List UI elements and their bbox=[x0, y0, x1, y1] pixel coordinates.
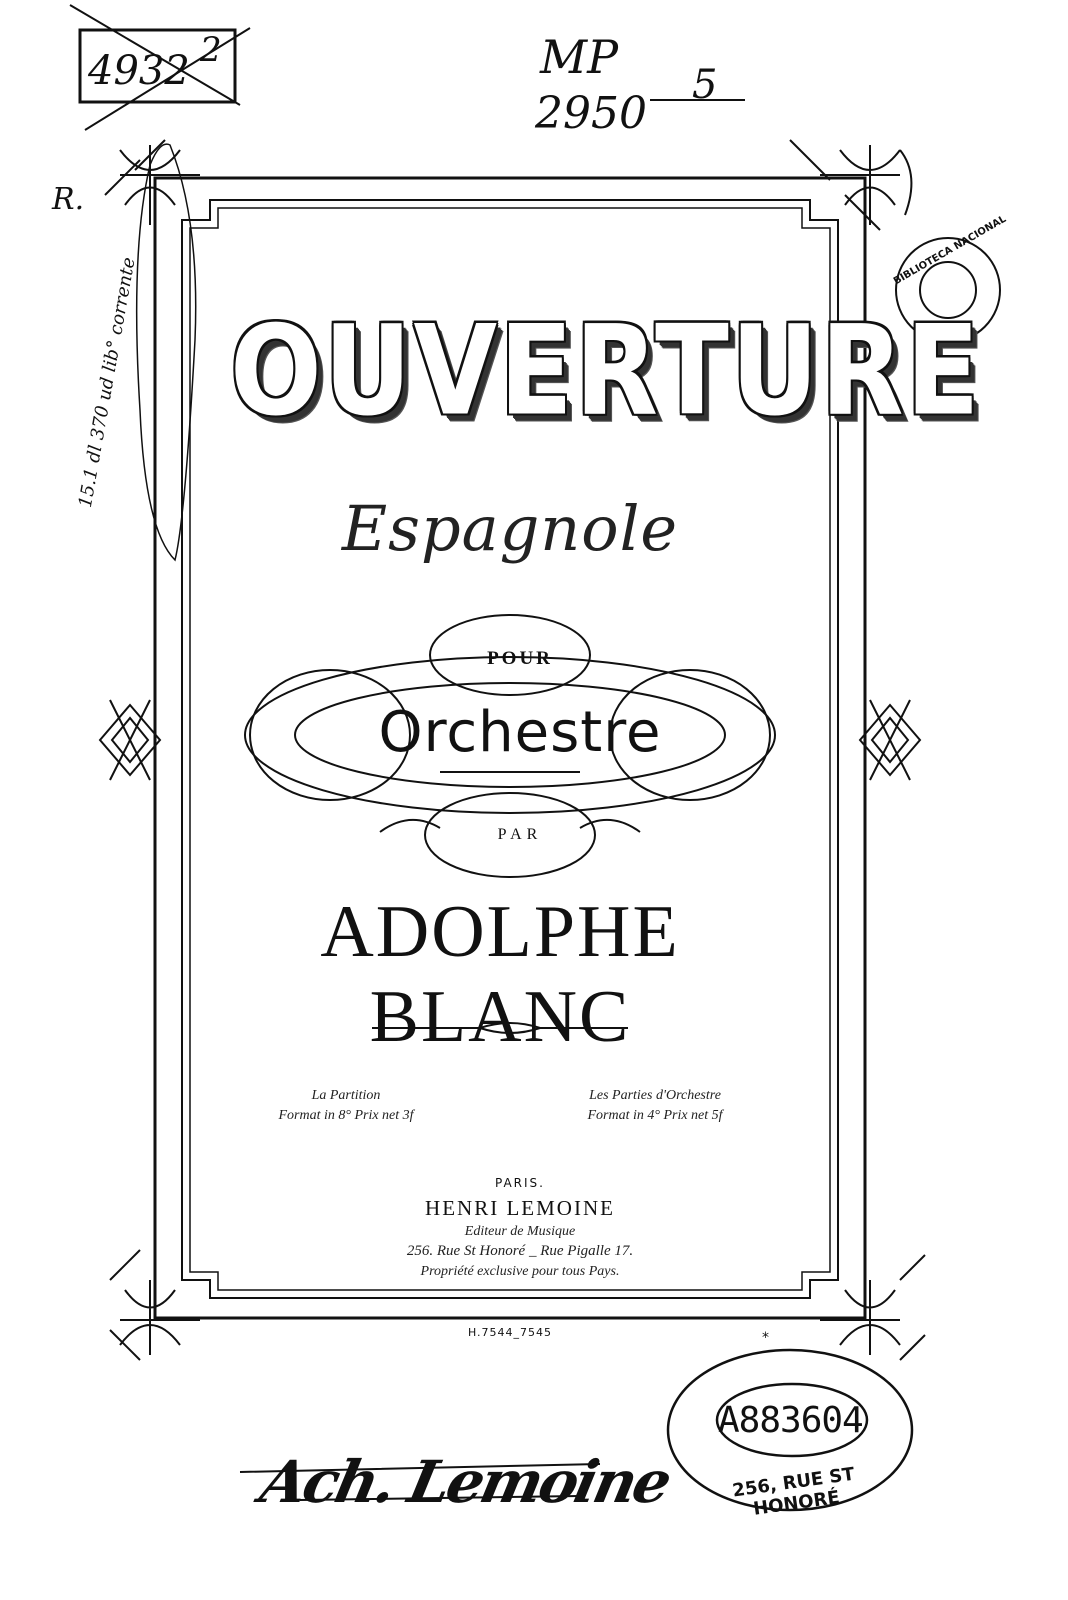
publisher-rights: Propriété exclusive pour tous Pays. bbox=[420, 1264, 620, 1279]
publisher-city: PARIS. bbox=[495, 1176, 545, 1190]
publisher-stamp-number: A883604 bbox=[718, 1400, 863, 1441]
publisher-name: HENRI LEMOINE bbox=[425, 1196, 615, 1220]
title: OUVERTURE bbox=[230, 299, 982, 444]
library-stamp-text: BIBLIOTECA NACIONAL bbox=[891, 213, 1009, 288]
margin-note: 15.1 dl 370 ud lib° corrente bbox=[74, 255, 140, 510]
par-label: PAR bbox=[497, 826, 543, 843]
shelf-mark-suffix: 5 bbox=[692, 62, 718, 108]
publisher-address: 256. Rue St Honoré _ Rue Pigalle 17. bbox=[406, 1243, 634, 1259]
format-left-detail: Format in 8° Prix net 3f bbox=[278, 1108, 414, 1123]
format-right-detail: Format in 4° Prix net 5f bbox=[587, 1108, 723, 1123]
signature: Ach. Lemoine bbox=[254, 1448, 675, 1516]
margin-letter: R. bbox=[52, 182, 85, 217]
shelf-mark-line1: MP bbox=[540, 30, 619, 84]
composer-name: ADOLPHE BLANC bbox=[320, 891, 680, 1058]
side-ornament-left bbox=[100, 700, 160, 780]
corner-ornament-tr bbox=[790, 140, 911, 230]
plate-number: H.7544_7545 bbox=[467, 1326, 553, 1339]
corner-ornament-br bbox=[820, 1255, 925, 1360]
instrument-label: Orchestre bbox=[378, 700, 662, 765]
format-right-label: Les Parties d'Orchestre bbox=[589, 1088, 721, 1103]
star-mark: * bbox=[762, 1330, 769, 1346]
catalog-number: 4932 bbox=[88, 48, 190, 94]
pour-label: POUR bbox=[487, 648, 553, 669]
publisher-stamp-address: 256, RUE ST HONORÉ bbox=[731, 1463, 856, 1520]
format-left-label: La Partition bbox=[311, 1088, 381, 1103]
publisher-role: Editeur de Musique bbox=[464, 1224, 576, 1239]
side-ornament-right bbox=[860, 700, 920, 780]
subtitle: Espagnole bbox=[341, 492, 679, 565]
catalog-mark: 2 bbox=[200, 30, 222, 70]
shelf-mark-line2: 2950 bbox=[535, 88, 647, 139]
